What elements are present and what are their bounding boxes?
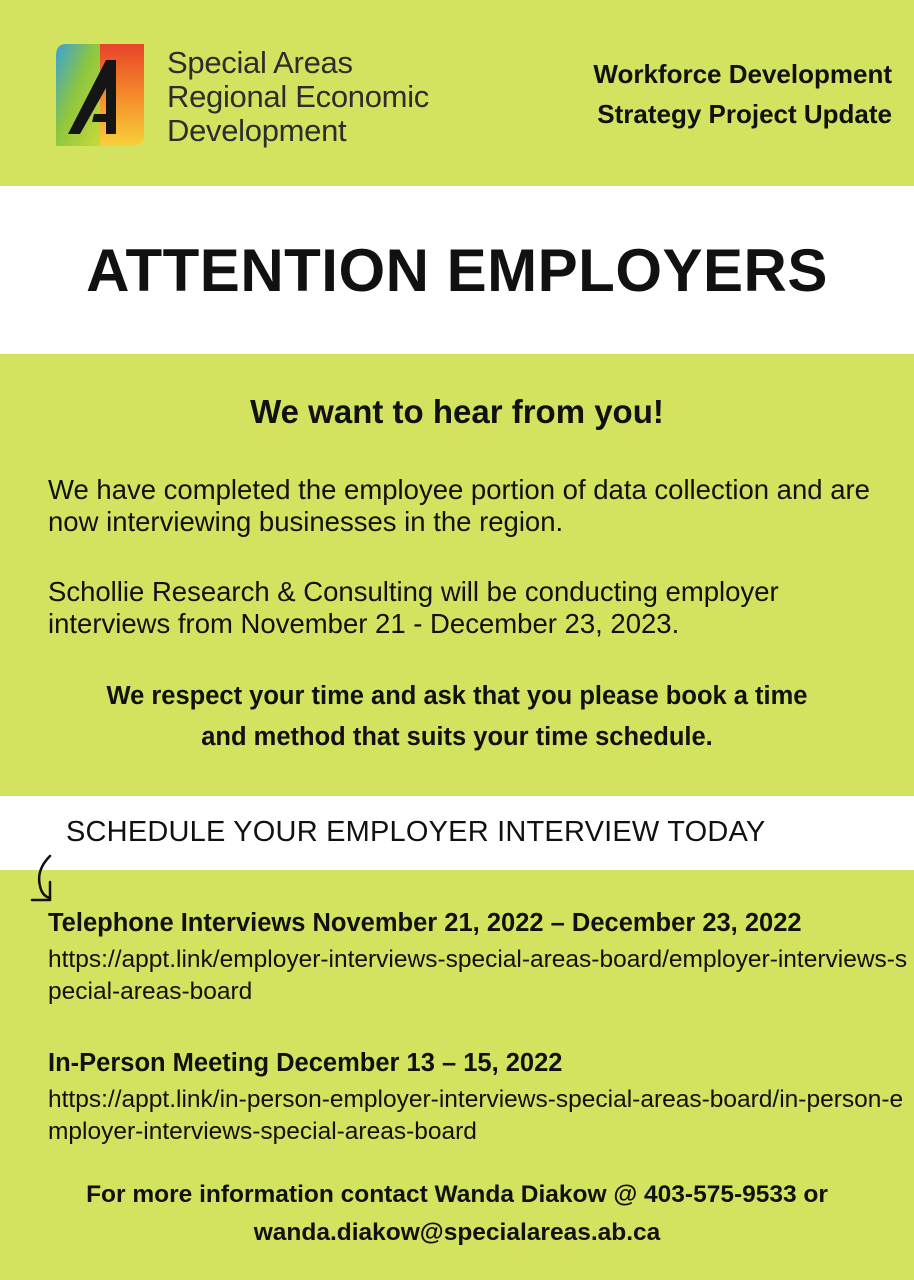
in-person-meeting-title: In-Person Meeting December 13 – 15, 2022 — [48, 1049, 563, 1077]
intro-paragraph-2: Schollie Research & Consulting will be conducting employer interviews from November 21 - December 23, 2023. — [48, 576, 779, 639]
respect-line: We respect your time and ask that you please book a time — [106, 682, 808, 710]
curved-arrow-icon — [28, 852, 68, 910]
contact-line-phone: For more information contact Wanda Diakow @ 403-575-9533 or — [86, 1181, 828, 1208]
intro-subheading: We want to hear from you! — [250, 393, 664, 430]
org-name-line: Regional Economic — [167, 79, 429, 114]
in-person-meeting-link[interactable]: https://appt.link/in-person-employer-interviews-special-areas-board/in-person-employer-interviews-special-areas-board — [48, 1086, 904, 1145]
telephone-interviews-title: Telephone Interviews November 21, 2022 – December 23, 2022 — [48, 909, 802, 937]
contact-email[interactable]: wanda.diakow@specialareas.ab.ca — [253, 1219, 661, 1246]
project-title-line: Strategy Project Update — [597, 99, 892, 129]
schedule-heading: SCHEDULE YOUR EMPLOYER INTERVIEW TODAY — [66, 816, 766, 848]
telephone-interviews-link[interactable]: https://appt.link/employer-interviews-special-areas-board/employer-interviews-special-areas-board — [48, 946, 908, 1005]
attention-heading: ATTENTION EMPLOYERS — [86, 237, 828, 304]
org-name — [167, 46, 429, 148]
logo-icon — [54, 42, 146, 148]
contact-info — [0, 1176, 914, 1252]
header — [0, 0, 914, 186]
project-title-line: Workforce Development — [593, 59, 892, 89]
org-name-line: Special Areas — [167, 45, 353, 80]
respect-line: and method that suits your time schedule. — [201, 723, 713, 751]
org-name-line: Development — [167, 113, 347, 148]
intro-paragraph-1: We have completed the employee portion of data collection and are now interviewing businesses in the region. — [48, 474, 870, 537]
project-title — [522, 54, 892, 134]
respect-statement — [20, 676, 894, 758]
